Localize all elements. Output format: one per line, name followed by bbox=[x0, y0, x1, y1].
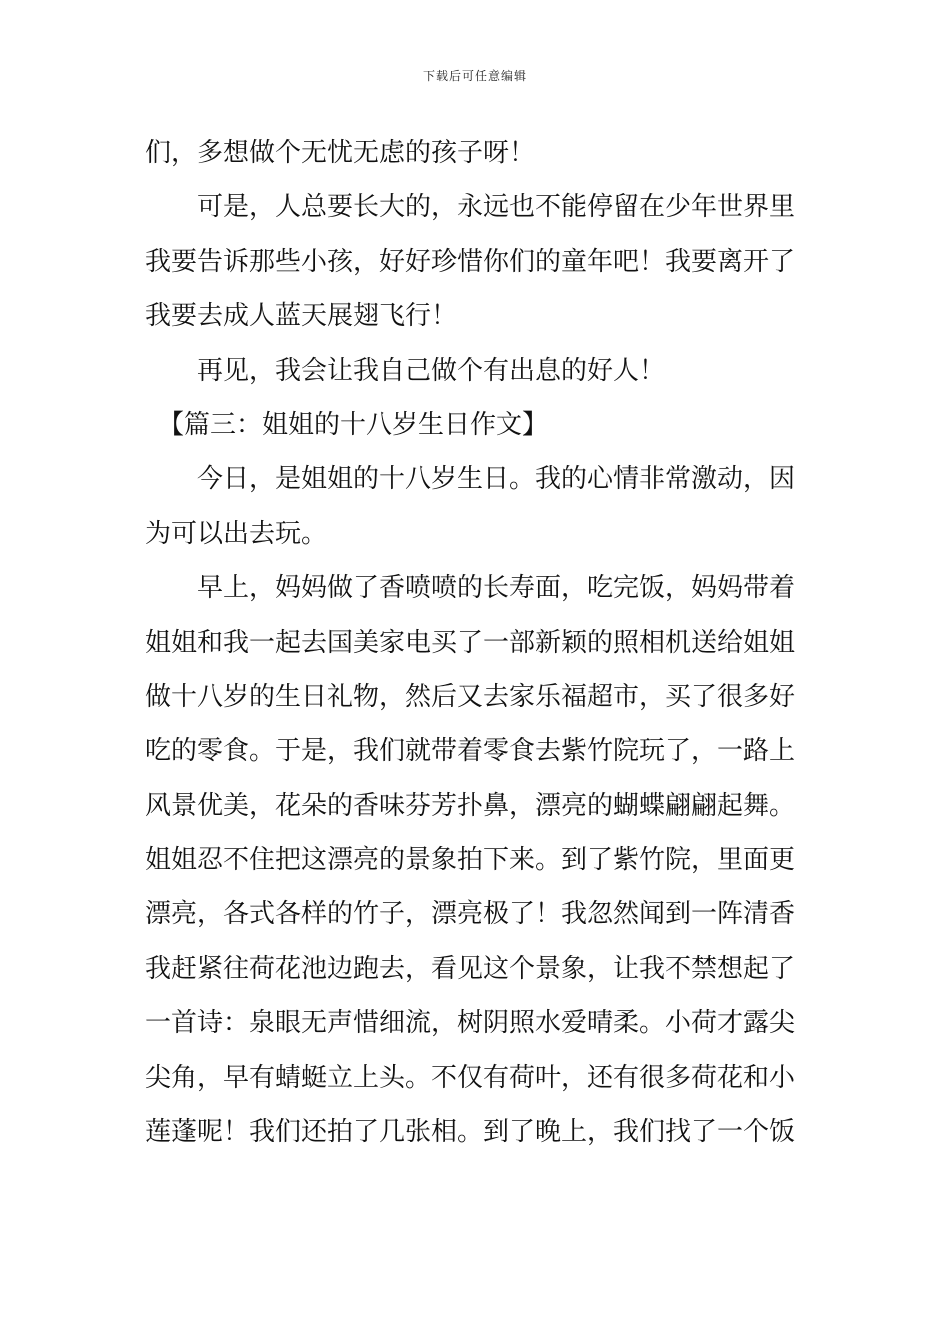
section-heading: 【篇三：姐姐的十八岁生日作文】 bbox=[145, 409, 549, 440]
text-line: 可是，人总要长大的，永远也不能停留在少年世界里 bbox=[145, 192, 796, 223]
text-line: 姐姐忍不住把这漂亮的景象拍下来。到了紫竹院，里面更 bbox=[145, 845, 796, 876]
text-line: 一首诗：泉眼无声惜细流，树阴照水爱晴柔。小荷才露尖 bbox=[145, 1008, 796, 1039]
text-line: 吃的零食。于是，我们就带着零食去紫竹院玩了，一路上 bbox=[145, 736, 796, 767]
text-line: 为可以出去玩。 bbox=[145, 518, 328, 549]
text-line: 再见，我会让我自己做个有出息的好人！ bbox=[145, 355, 666, 386]
text-line: 早上，妈妈做了香喷喷的长寿面，吃完饭，妈妈带着 bbox=[145, 573, 796, 604]
text-line: 姐姐和我一起去国美家电买了一部新颖的照相机送给姐姐 bbox=[145, 627, 796, 658]
text-line: 今日，是姐姐的十八岁生日。我的心情非常激动，因 bbox=[145, 464, 796, 495]
text-line: 漂亮，各式各样的竹子，漂亮极了！我忽然闻到一阵清香 bbox=[145, 899, 796, 930]
body-text bbox=[145, 126, 815, 1159]
text-line: 我要告诉那些小孩，好好珍惜你们的童年吧！我要离开了 bbox=[145, 246, 796, 277]
text-line: 们，多想做个无忧无虑的孩子呀！ bbox=[145, 138, 536, 168]
text-line: 我赶紧往荷花池边跑去，看见这个景象，让我不禁想起了 bbox=[145, 953, 796, 984]
text-line: 风景优美，花朵的香味芬芳扑鼻，漂亮的蝴蝶翩翩起舞。 bbox=[145, 790, 796, 821]
text-line: 我要去成人蓝天展翅飞行！ bbox=[145, 301, 458, 332]
page-header: 下载后可任意编辑 bbox=[422, 69, 527, 83]
text-line: 尖角，早有蜻蜓立上头。不仅有荷叶，还有很多荷花和小 bbox=[145, 1062, 796, 1093]
text-line: 做十八岁的生日礼物，然后又去家乐福超市，买了很多好 bbox=[145, 681, 796, 712]
text-line: 莲蓬呢！我们还拍了几张相。到了晚上，我们找了一个饭 bbox=[145, 1117, 796, 1148]
